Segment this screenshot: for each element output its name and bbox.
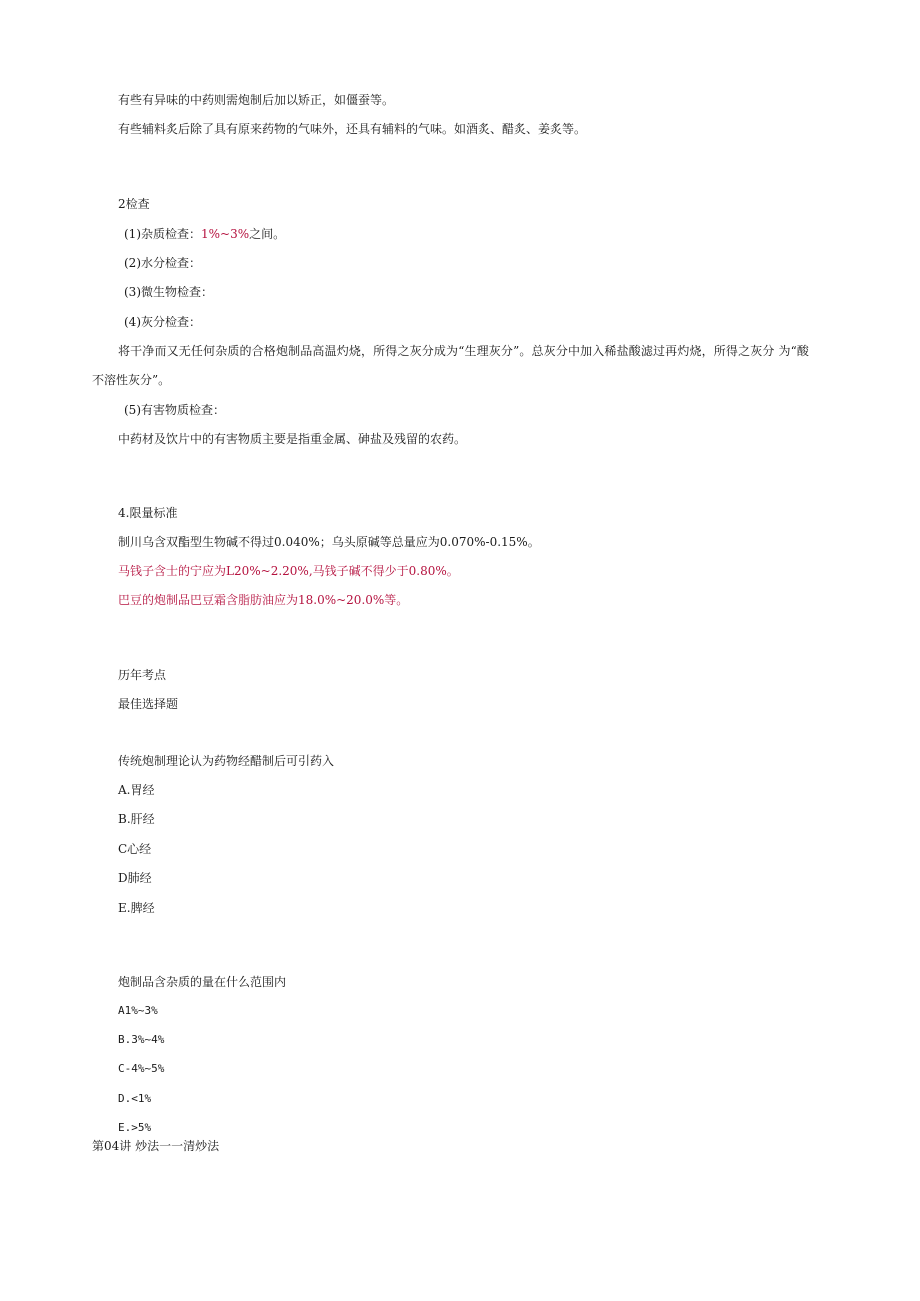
item-microbe-check: (3)微生物检查： — [124, 285, 213, 299]
impurity-range: 1%~3% — [201, 227, 250, 241]
paragraph-auxiliary-odor: 有些辅料炙后除了具有原来药物的气味外，还具有辅料的气味。如酒炙、醋炙、姜炙等。 — [118, 122, 587, 136]
item-harmful-check: (5)有害物质检查： — [124, 403, 225, 417]
q2-option-b: B.3%~4% — [118, 1033, 165, 1046]
q2-option-c: C-4%~5% — [118, 1062, 165, 1075]
q1-option-e: E.脾经 — [118, 901, 155, 915]
question-2: 炮制品含杂质的量在什么范围内 — [118, 975, 287, 989]
past-exam-heading: 历年考点 — [118, 668, 167, 682]
lecture-footer-title: 第04讲 炒法一一清炒法 — [92, 1139, 220, 1153]
item-ash-check: (4)灰分检查： — [124, 315, 201, 329]
item-impurity-check — [124, 226, 285, 242]
item-impurity-suffix: 之间。 — [249, 227, 286, 241]
q1-option-b: B.肝经 — [118, 812, 155, 826]
paragraph-ash-line-1: 将干净而又无任何杂质的合格炮制品高温灼烧，所得之灰分成为“生理灰分”。总灰分中加入稀盐酸滤过再灼烧，所得之灰分 为“酸 — [118, 344, 810, 358]
paragraph-ash-line-2: 不溶性灰分”。 — [92, 373, 171, 387]
item-impurity-label: (1)杂质检查： — [124, 227, 201, 241]
item-moisture-check: (2)水分检查： — [124, 256, 201, 270]
paragraph-odor-correction: 有些有异味的中药则需炮制后加以矫正，如僵蚕等。 — [118, 93, 395, 107]
best-choice-heading: 最佳选择题 — [118, 697, 179, 711]
section-heading-limits: 4.限量标准 — [118, 506, 178, 520]
q1-option-d: D肺经 — [118, 871, 152, 885]
q2-option-a: A1%~3% — [118, 1004, 158, 1017]
limit-chuanwu: 制川乌含双酯型生物碱不得过0.040%；乌头原碱等总量应为0.070%-0.15%。 — [118, 535, 540, 549]
q1-option-a: A.胃经 — [118, 783, 155, 797]
limit-maqianzi: 马钱子含士的宁应为L20%~2.20%,马钱子碱不得少于0.80%。 — [118, 564, 459, 578]
q2-option-d: D.<1% — [118, 1092, 152, 1105]
paragraph-harmful-substances: 中药材及饮片中的有害物质主要是指重金属、砷盐及残留的农药。 — [118, 432, 467, 446]
q1-option-c: C心经 — [118, 842, 152, 856]
question-1: 传统炮制理论认为药物经醋制后可引药入 — [118, 754, 335, 768]
q2-option-e: E.>5% — [118, 1121, 152, 1134]
limit-badou: 巴豆的炮制品巴豆霜含脂肪油应为18.0%~20.0%等。 — [118, 593, 409, 607]
section-heading-inspection: 2检查 — [118, 197, 150, 211]
